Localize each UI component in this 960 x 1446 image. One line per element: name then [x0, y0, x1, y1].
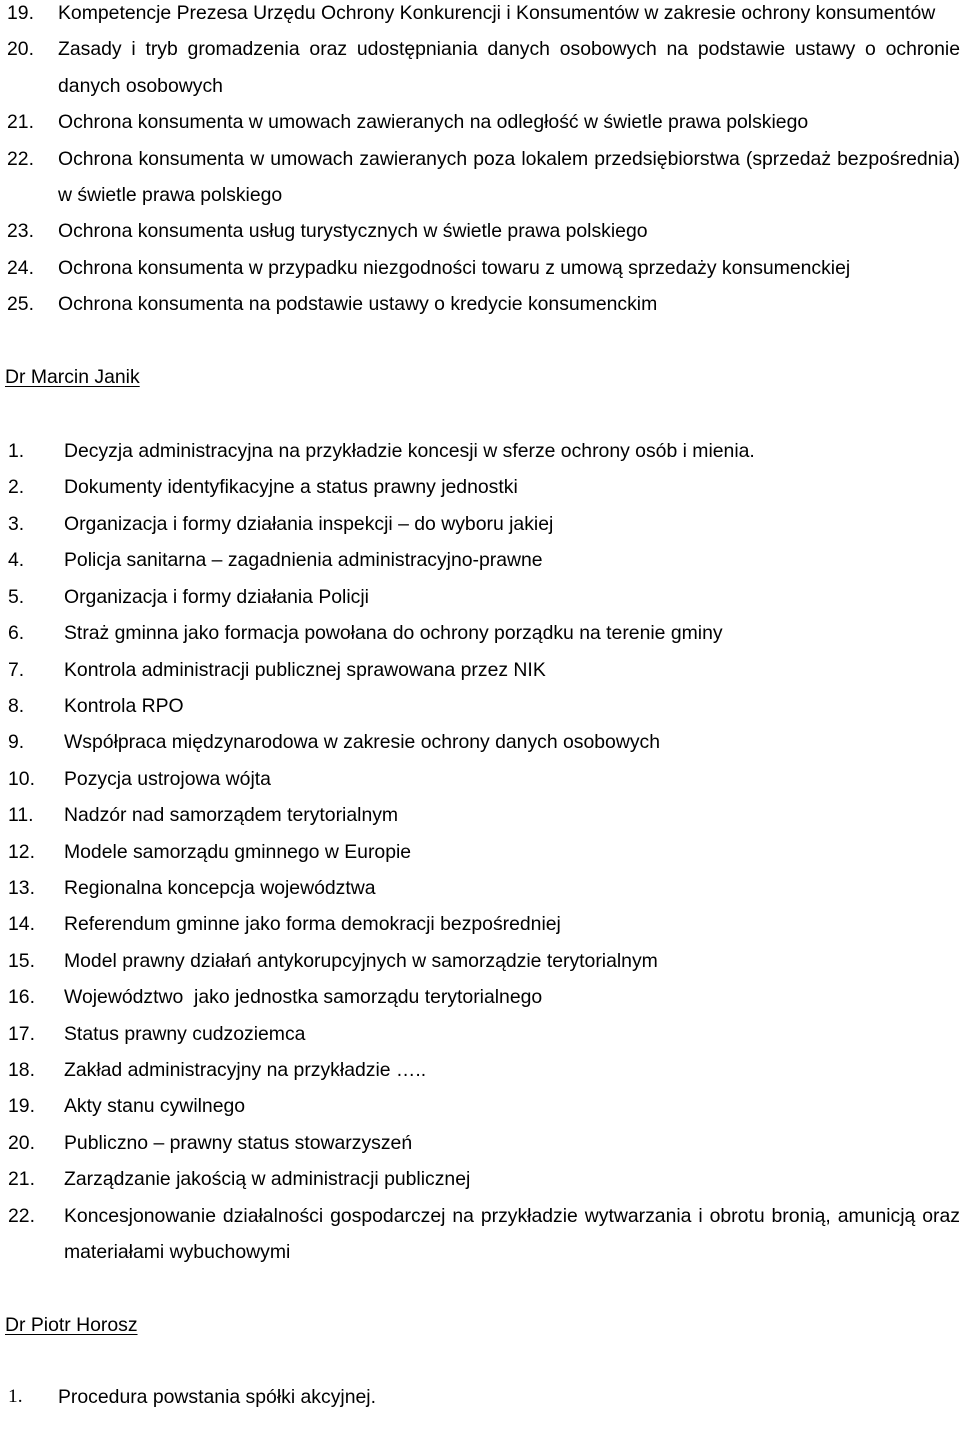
- list-item: [0, 761, 960, 797]
- item-number: 20.: [7, 38, 34, 61]
- topic-list-piotr-horosz: [0, 1379, 960, 1415]
- item-number: 25.: [7, 293, 34, 316]
- item-number: 10.: [8, 767, 35, 790]
- item-text: Zarządzanie jakością w administracji publicznej: [64, 1168, 471, 1191]
- topic-list-marcin-janik: [0, 433, 960, 1270]
- item-number: 11.: [8, 804, 34, 827]
- list-item: [0, 834, 960, 870]
- item-text: Kontrola administracji publicznej sprawowana przez NIK: [64, 658, 546, 681]
- list-item: [0, 943, 960, 979]
- item-number: 9.: [8, 731, 25, 754]
- item-number: 23.: [7, 220, 34, 243]
- topic-list-continued: [0, 0, 960, 323]
- item-text: Kontrola RPO: [64, 694, 184, 717]
- list-item: [0, 286, 960, 322]
- list-item: [0, 615, 960, 651]
- list-item: [0, 579, 960, 615]
- item-number: 14.: [8, 913, 35, 936]
- list-item: [0, 104, 960, 140]
- item-text: Ochrona konsumenta w przypadku niezgodności towaru z umową sprzedaży konsumenckiej: [58, 256, 851, 279]
- item-text: Województwo jako jednostka samorządu terytorialnego: [64, 986, 543, 1009]
- item-number: 18.: [8, 1058, 35, 1081]
- item-text: Koncesjonowanie działalności gospodarczej na przykładzie wytwarzania i obrotu bronią, amunicją oraz materiałami wybuchowymi: [64, 1204, 960, 1263]
- list-item: [0, 1016, 960, 1052]
- list-item: [0, 652, 960, 688]
- item-text: Ochrona konsumenta na podstawie ustawy o kredycie konsumenckim: [58, 293, 658, 316]
- item-number: 13.: [8, 876, 35, 899]
- item-text: Model prawny działań antykorupcyjnych w samorządzie terytorialnym: [64, 949, 658, 972]
- item-number: 6.: [8, 622, 25, 645]
- item-text: Straż gminna jako formacja powołana do ochrony porządku na terenie gminy: [64, 622, 723, 645]
- list-item: [0, 506, 960, 542]
- item-text: Regionalna koncepcja województwa: [64, 876, 376, 899]
- item-text: Współpraca międzynarodowa w zakresie ochrony danych osobowych: [64, 731, 661, 754]
- item-number: 22.: [7, 147, 34, 170]
- item-text: Organizacja i formy działania Policji: [64, 585, 369, 608]
- item-text: Pozycja ustrojowa wójta: [64, 767, 271, 790]
- item-text: Modele samorządu gminnego w Europie: [64, 840, 412, 863]
- item-number: 7.: [8, 658, 25, 681]
- item-text: Procedura powstania spółki akcyjnej.: [58, 1385, 376, 1408]
- list-item: [0, 1125, 960, 1161]
- item-text: Ochrona konsumenta usług turystycznych w świetle prawa polskiego: [58, 220, 648, 243]
- list-item: [0, 469, 960, 505]
- item-number: 2.: [8, 476, 25, 499]
- item-text: Zakład administracyjny na przykładzie …..: [64, 1058, 427, 1081]
- item-text: Decyzja administracyjna na przykładzie koncesji w sferze ochrony osób i mienia.: [64, 440, 755, 463]
- list-item: [0, 1198, 960, 1271]
- list-item: [0, 31, 960, 104]
- list-item: [0, 906, 960, 942]
- item-number: 8.: [8, 694, 25, 717]
- list-item: [0, 0, 960, 31]
- list-item: [0, 433, 960, 469]
- list-item: [0, 979, 960, 1015]
- list-item: [0, 1088, 960, 1124]
- item-number: 1.: [8, 1385, 23, 1407]
- item-text: Organizacja i formy działania inspekcji – do wyboru jakiej: [64, 512, 554, 535]
- item-number: 4.: [8, 549, 25, 572]
- item-text: Ochrona konsumenta w umowach zawieranych poza lokalem przedsiębiorstwa (sprzedaż bezpośrednia) w świetle prawa polskiego: [58, 147, 960, 207]
- item-text: Dokumenty identyfikacyjne a status prawny jednostki: [64, 476, 518, 499]
- item-number: 22.: [8, 1204, 35, 1227]
- item-number: 16.: [8, 986, 35, 1009]
- list-item: [0, 213, 960, 249]
- item-number: 19.: [8, 1095, 35, 1118]
- list-item: [0, 1161, 960, 1197]
- list-item: [0, 250, 960, 286]
- item-number: 12.: [8, 840, 35, 863]
- list-item: [0, 870, 960, 906]
- item-number: 19.: [7, 2, 34, 24]
- section-heading-piotr-horosz: Dr Piotr Horosz: [5, 1314, 138, 1337]
- list-item: [0, 797, 960, 833]
- item-text: Referendum gminne jako forma demokracji bezpośredniej: [64, 913, 561, 936]
- item-number: 17.: [8, 1022, 35, 1045]
- item-text: Publiczno – prawny status stowarzyszeń: [64, 1131, 413, 1154]
- item-number: 1.: [8, 440, 25, 463]
- item-number: 24.: [7, 256, 34, 279]
- item-number: 21.: [8, 1168, 35, 1191]
- item-text: Ochrona konsumenta w umowach zawieranych na odległość w świetle prawa polskiego: [58, 111, 809, 134]
- item-number: 15.: [8, 949, 35, 972]
- item-text: Kompetencje Prezesa Urzędu Ochrony Konkurencji i Konsumentów w zakresie ochrony konsumentów: [58, 2, 936, 24]
- item-text: Status prawny cudzoziemca: [64, 1022, 306, 1045]
- item-number: 5.: [8, 585, 25, 608]
- item-text: Akty stanu cywilnego: [64, 1095, 246, 1118]
- list-item: [0, 688, 960, 724]
- list-item: [0, 724, 960, 760]
- item-text: Zasady i tryb gromadzenia oraz udostępniania danych osobowych na podstawie ustawy o ochronie danych osobowych: [58, 38, 960, 97]
- list-item: [0, 1052, 960, 1088]
- section-heading-marcin-janik: Dr Marcin Janik: [5, 365, 140, 388]
- item-text: Policja sanitarna – zagadnienia administracyjno-prawne: [64, 549, 543, 572]
- item-number: 21.: [7, 111, 34, 134]
- item-number: 20.: [8, 1131, 35, 1154]
- list-item: [0, 141, 960, 214]
- list-item: [0, 1379, 960, 1415]
- item-number: 3.: [8, 512, 25, 535]
- list-item: [0, 542, 960, 578]
- item-text: Nadzór nad samorządem terytorialnym: [64, 804, 399, 827]
